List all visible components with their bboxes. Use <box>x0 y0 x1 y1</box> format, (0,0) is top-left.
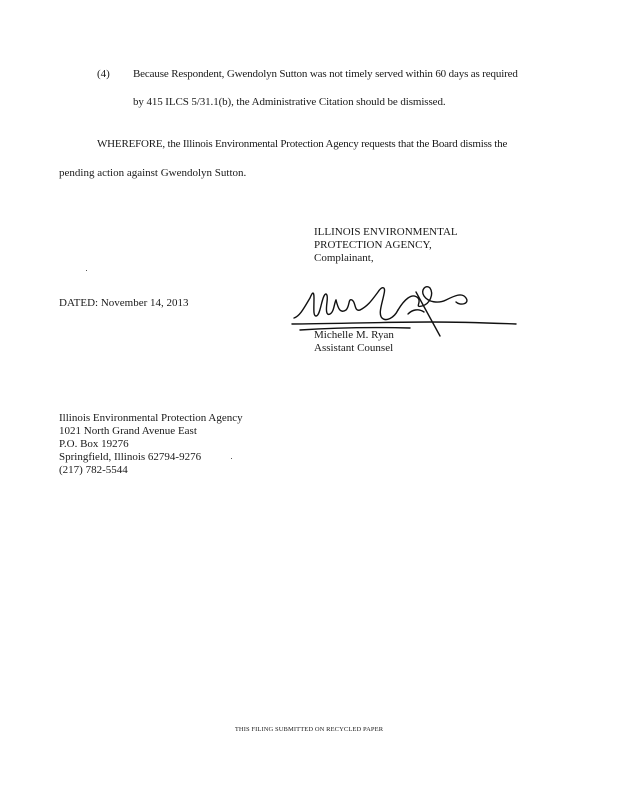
agency-name-line-1: ILLINOIS ENVIRONMENTAL <box>314 226 458 238</box>
dated-line: DATED: November 14, 2013 <box>59 297 189 309</box>
address-line-4: Springfield, Illinois 62794-9276 <box>59 451 202 463</box>
address-line-2: 1021 North Grand Avenue East <box>59 425 197 437</box>
wherefore-line-1: WHEREFORE, the Illinois Environmental Protection Agency requests that the Board dismiss the <box>97 138 508 150</box>
counsel-title: Assistant Counsel <box>314 342 394 354</box>
scan-speck <box>86 270 87 271</box>
recycled-paper-footer: THIS FILING SUBMITTED ON RECYCLED PAPER <box>234 726 384 733</box>
paragraph-number: (4) <box>97 68 110 80</box>
wherefore-line-2: pending action against Gwendolyn Sutton. <box>59 167 247 179</box>
address-line-5: (217) 782-5544 <box>59 464 128 476</box>
address-line-1: Illinois Environmental Protection Agency <box>59 412 243 424</box>
agency-address <box>59 412 243 477</box>
counsel-block <box>314 329 394 355</box>
agency-name-line-2: PROTECTION AGENCY, <box>314 239 432 251</box>
paragraph-4-line-2: by 415 ILCS 5/31.1(b), the Administrative Citation should be dismissed. <box>133 96 446 108</box>
address-line-3: P.O. Box 19276 <box>59 438 129 450</box>
counsel-name: Michelle M. Ryan <box>314 329 394 341</box>
paragraph-4-line-1: Because Respondent, Gwendolyn Sutton was not timely served within 60 days as required <box>133 68 518 80</box>
complainant-block <box>314 226 458 265</box>
complainant-role: Complainant, <box>314 252 374 264</box>
scan-speck <box>231 458 232 459</box>
